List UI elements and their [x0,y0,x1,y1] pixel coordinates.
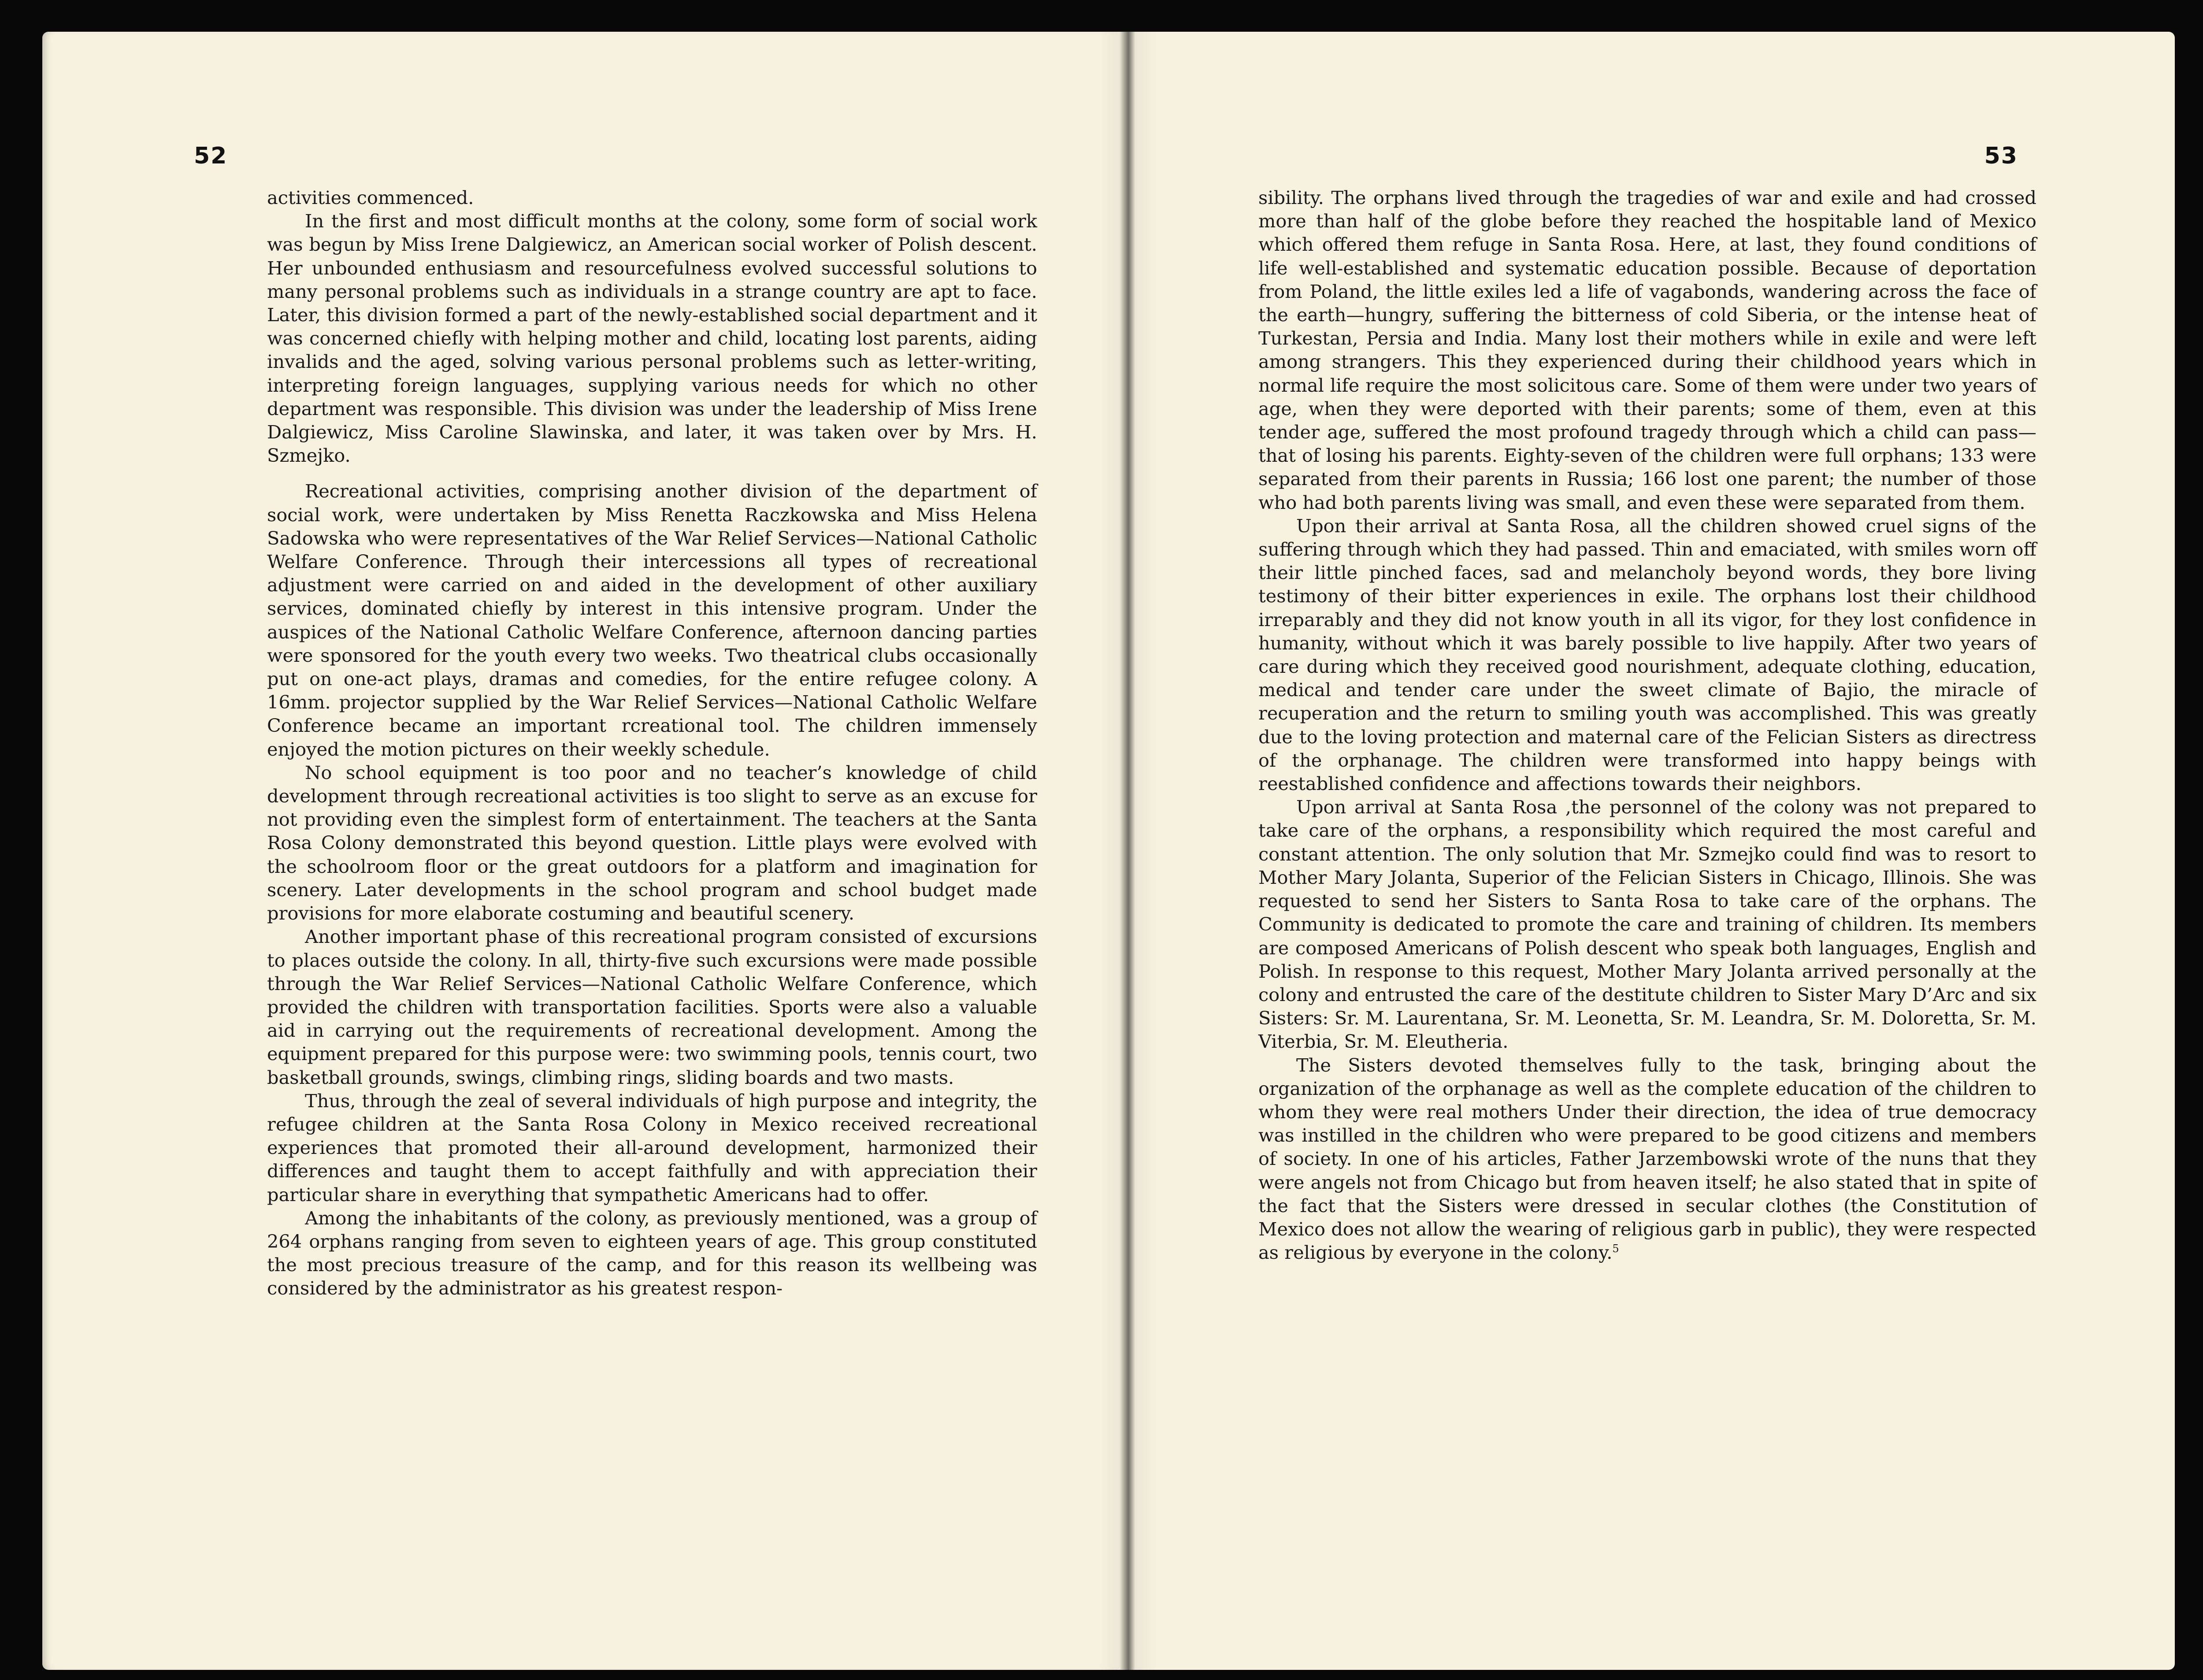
left-page [42,32,1117,1670]
paragraph-text: The Sisters devoted themselves fully to the task, bringing about the organization of the orphanage as well as the complete education of the children to whom they were real mothers Under their direction, the idea of true democracy was instilled in the children who were prepared to be good citizens and members of society. In one of his articles, Father Jarzembowski wrote of the nuns that they were angels not from Chicago but from heaven itself; he also stated that in spite of the fact that the Sisters were dressed in secular clothes (the Constitution of Mexico does not allow the wearing of religious garb in public), they were respected as religious by everyone in the colony. [1258,1054,2036,1264]
paragraph: Upon their arrival at Santa Rosa, all the children showed cruel signs of the suffering through which they had passed. Thin and emaciated, with smiles worn off their little pinched faces, sad and melancholy beyond words, they bore living testimony of their bitter experiences in exile. The orphans lost their childhood irreparably and they did not know youth in all its vigor, for they lost confidence in humanity, without which it was barely possible to live happily. After two years of care during which they received good nourishment, adequate clothing, education, medical and tender care under the sweet climate of Bajio, the miracle of recuperation and the return to smiling youth was accomplished. This was greatly due to the loving protection and maternal care of the Felician Sisters as directress of the orphanage. The children were transformed into happy beings with reestablished confidence and affections towards their neighbors. [1258,515,2036,795]
paragraph: Upon arrival at Santa Rosa ,the personnel of the colony was not prepared to take care of the orphans, a responsibility which required the most careful and constant attention. The only solution that Mr. Szmejko could find was to resort to Mother Mary Jolanta, Superior of the Felician Sisters in Chicago, Illinois. She was requested to send her Sisters to Santa Rosa to take care of the orphans. The Community is dedicated to promote the care and training of children. Its members are composed Americans of Polish descent who speak both languages, English and Polish. In response to this request, Mother Mary Jolanta arrived personally at the colony and entrusted the care of the destitute children to Sister Mary D’Arc and six Sisters: Sr. M. Laurentana, Sr. M. Leonetta, Sr. M. Leandra, Sr. M. Doloretta, Sr. M. Viterbia, Sr. M. Eleutheria. [1258,796,2036,1053]
paragraph: No school equipment is too poor and no teacher’s knowledge of child development through recreational activities is too slight to serve as an excuse for not providing even the simplest form of entertainment. The teachers at the Santa Rosa Colony demonstrated this beyond question. Little plays were evolved with the schoolroom floor or the great outdoors for a platform and imagination for scenery. Later developments in the school program and school budget made provisions for more elaborate costuming and beautiful scenery. [267,761,1037,924]
page-number-left: 52 [194,143,228,169]
footnote-marker[interactable]: 5 [1612,1242,1619,1255]
paragraph: Thus, through the zeal of several individuals of high purpose and integrity, the refugee children at the Santa Rosa Colony in Mexico received recreational experiences that promoted their all-around development, harmonized their differences and taught them to accept faithfully and with appreciation their particular share in everything that sympathetic Americans had to offer. [267,1090,1037,1205]
paragraph: Another important phase of this recreational program consisted of excursions to places outside the colony. In all, thirty-five such excursions were made possible through the War Relief Services—National Catholic Welfare Conference, which provided the children with transportation facilities. Sports were also a valuable aid in carrying out the requirements of recreational development. Among the equipment prepared for this purpose were: two swimming pools, tennis court, two basketball grounds, swings, climbing rings, sliding boards and two masts. [267,926,1037,1088]
right-page-body [1258,186,2036,1264]
page-number-right: 53 [1984,143,2018,169]
paragraph: activities commenced. [267,187,474,208]
left-page-body [267,186,1037,1300]
paragraph: sibility. The orphans lived through the tragedies of war and exile and had crossed more than half of the globe before they reached the hospitable land of Mexico which offered them refuge in Santa Rosa. Here, at last, they found conditions of life well-established and systematic education possible. Because of deportation from Poland, the little exiles led a life of vagabonds, wandering across the face of the earth—hungry, suffering the bitterness of cold Siberia, or the intense heat of Turkestan, Persia and India. Many lost their mothers while in exile and were left among strangers. This they experienced during their childhood years which in normal life require the most solicitous care. Some of them were under two years of age, when they were deported with their parents; some of them, even at this tender age, suffered the most profound tragedy through which a child can pass—that of losing his parents. Eighty-seven of the children were full orphans; 133 were separated from their parents in Russia; 166 lost one parent; the number of those who had both parents living was small, and even these were separated from them. [1258,187,2036,513]
right-page [1117,32,2175,1670]
paragraph-last [1258,1053,2036,1265]
open-book-spread [42,32,2175,1670]
paragraph: Recreational activities, comprising another division of the department of social work, were undertaken by Miss Renetta Raczkowska and Miss Helena Sadowska who were representatives of the War Relief Services—National Catholic Welfare Conference. Through their intercessions all types of recreational adjustment were carried on and aided in the development of other auxiliary services, dominated chiefly by interest in this intensive program. Under the auspices of the National Catholic Welfare Conference, afternoon dancing parties were sponsored for the youth every two weeks. Two theatrical clubs occasionally put on one-act plays, dramas and comedies, for the entire refugee colony. A 16mm. projector supplied by the War Relief Services—National Catholic Welfare Conference became an important rcreational tool. The children immensely enjoyed the motion pictures on their weekly schedule. [267,480,1037,760]
paragraph: In the first and most difficult months at the colony, some form of social work was begun by Miss Irene Dalgiewicz, an American social worker of Polish descent. Her unbounded enthusiasm and resourcefulness evolved successful solutions to many personal problems such as individuals in a strange country are apt to face. Later, this division formed a part of the newly-established social department and it was concerned chiefly with helping mother and child, locating lost parents, aiding invalids and the aged, solving various personal problems such as letter-writing, interpreting foreign languages, supplying various needs for which no other department was responsible. This division was under the leadership of Miss Irene Dalgiewicz, Miss Caroline Slawinska, and later, it was taken over by Mrs. H. Szmejko. [267,210,1037,467]
paragraph: Among the inhabitants of the colony, as previously mentioned, was a group of 264 orphans ranging from seven to eighteen years of age. This group constituted the most precious treasure of the camp, and for this reason its wellbeing was considered by the administrator as his greatest respon- [267,1207,1037,1299]
